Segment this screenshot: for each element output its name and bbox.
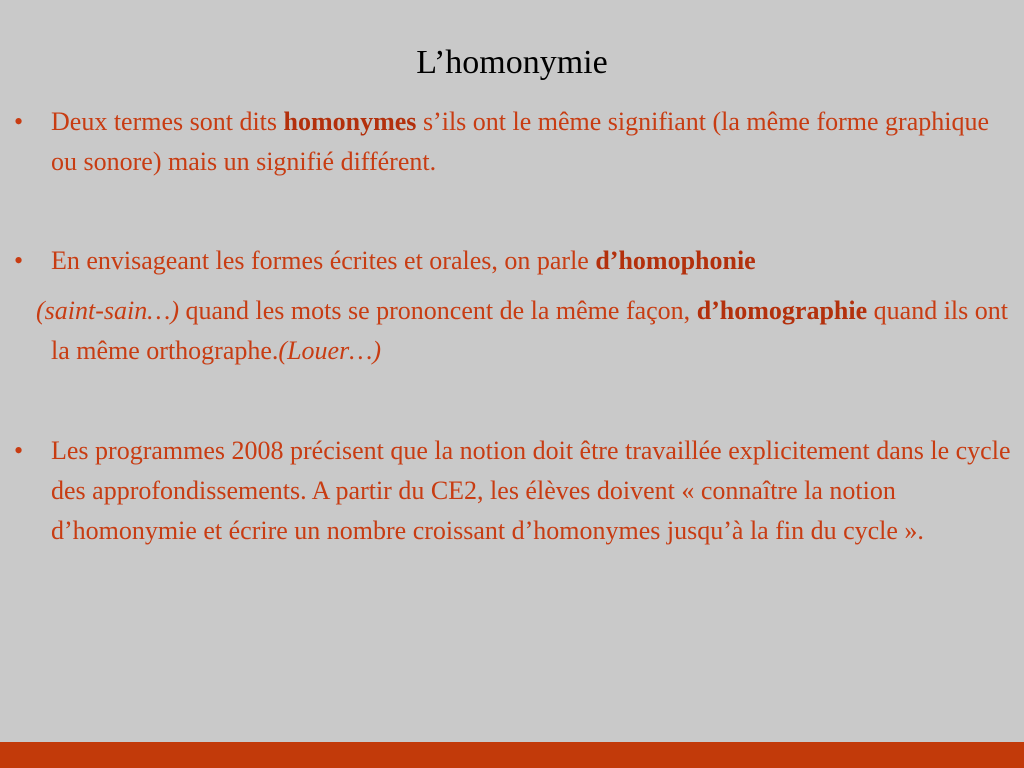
p3-text-a: quand les mots se prononcent de la même façon, <box>179 296 697 325</box>
p3-bold-term: d’homographie <box>696 296 868 325</box>
p4-text: Les programmes 2008 précisent que la notion doit être travaillée explicitement dans le cycle des approfondissements. A partir du CE2, les élèves doivent « connaître la notion d’homonymie et écrire un nombre croissant d’homonymes jusqu’à la fin du cycle ». <box>51 436 1011 545</box>
p3-text-b: quand ils ont la même orthographe. <box>51 296 1008 365</box>
bullet-paragraph-homophonie <box>14 241 1011 281</box>
bullet-paragraph-homonymes <box>14 102 1011 182</box>
p3-italic-example: (saint-sain…) <box>36 296 179 325</box>
footer-bar <box>0 742 1024 768</box>
bullet-icon: • <box>14 436 24 465</box>
bullet-icon: • <box>14 246 24 275</box>
bullet-icon: • <box>14 107 24 136</box>
slide-title: L’homonymie <box>416 44 608 81</box>
p1-text-a: Deux termes sont dits <box>51 107 284 136</box>
p1-text-b: s’ils ont le même signifiant (la même forme graphique ou sonore) mais un signifié différent. <box>51 107 989 176</box>
p2-bold-term: d’homophonie <box>595 246 756 275</box>
p1-bold-term: homonymes <box>283 107 417 136</box>
bullet-paragraph-programmes <box>14 431 1011 551</box>
p2-text-a: En envisageant les formes écrites et orales, on parle <box>51 246 596 275</box>
p3-italic-example-b: (Louer…) <box>278 336 381 365</box>
paragraph-homographie <box>36 291 1011 371</box>
